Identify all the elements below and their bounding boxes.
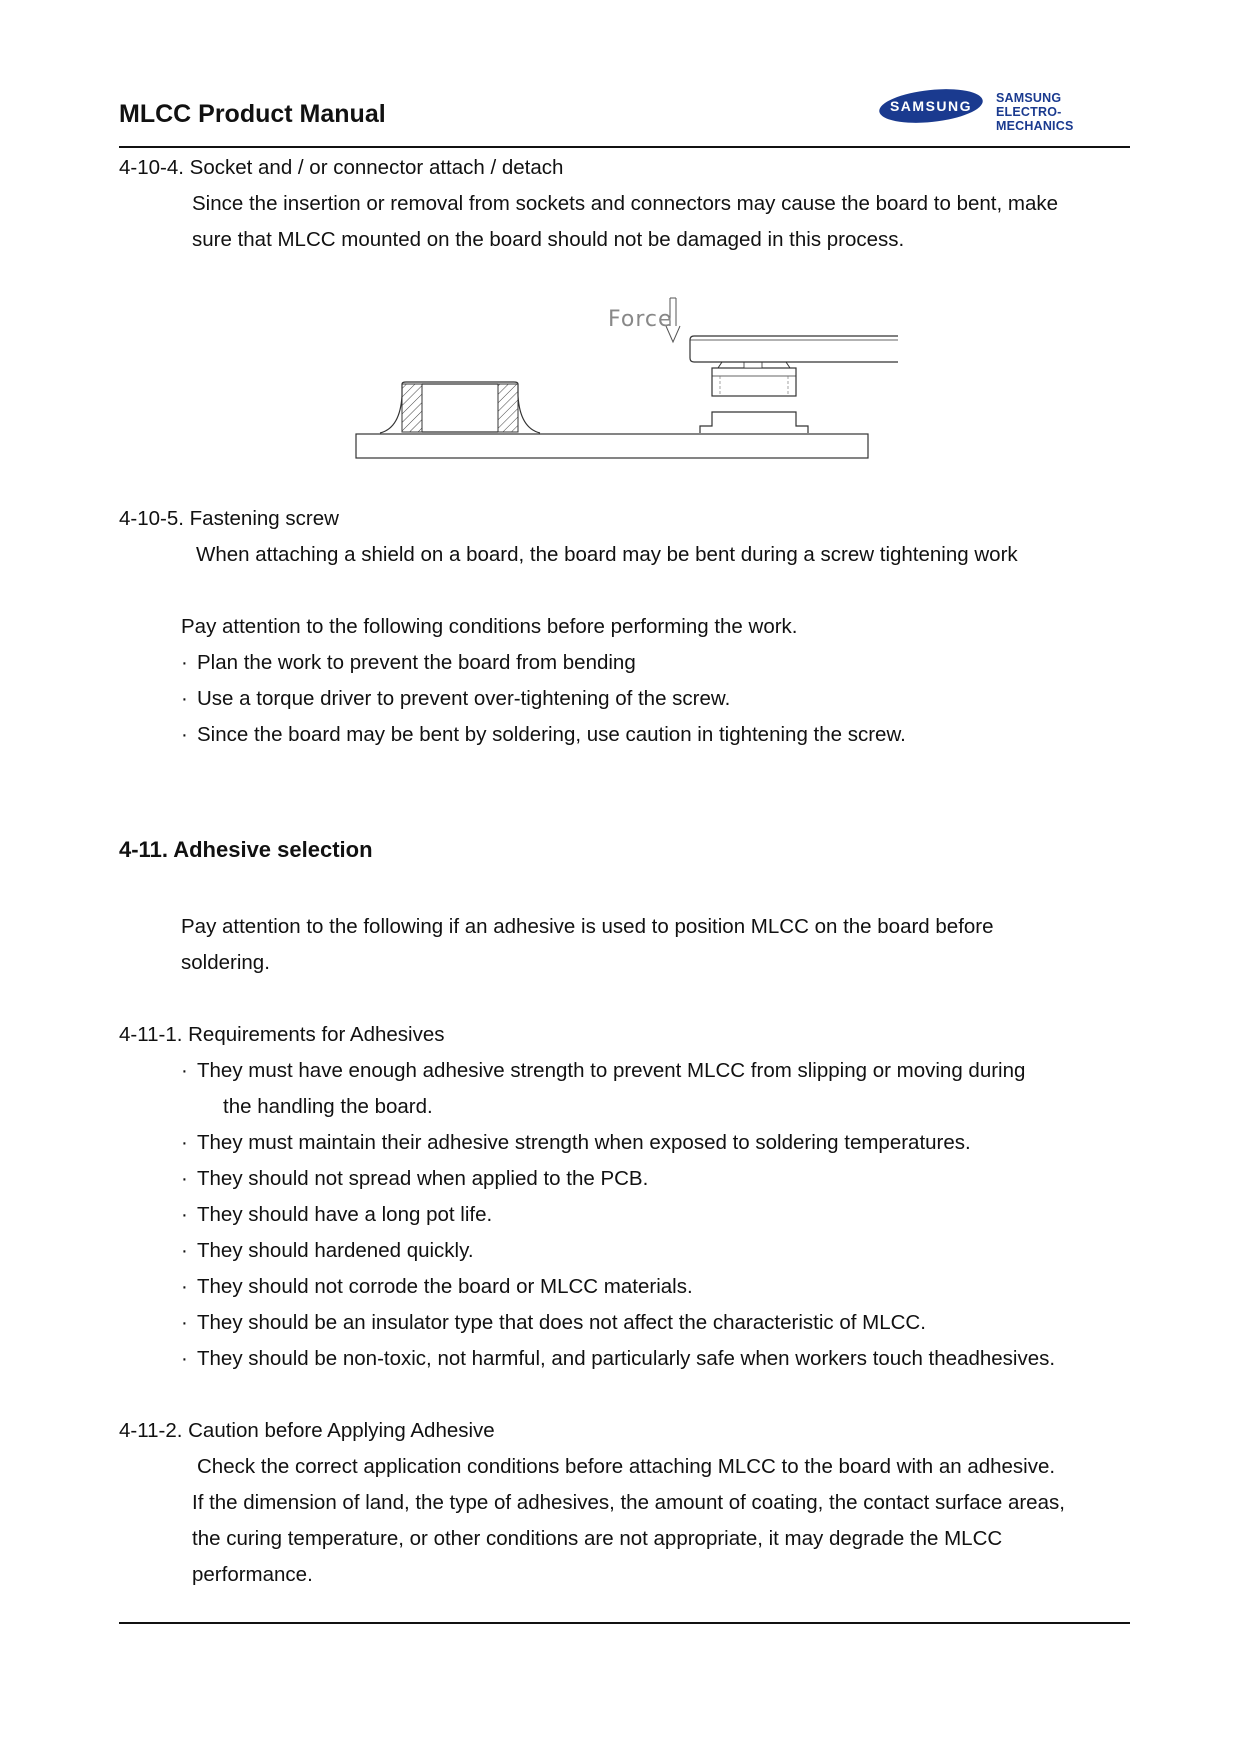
section-heading-4-11-2: 4-11-2. Caution before Applying Adhesive	[119, 1419, 495, 1442]
bullet-dot: ·	[181, 1347, 188, 1370]
list-item	[181, 1166, 648, 1192]
samsung-logo	[876, 86, 1132, 133]
list-item-text: Plan the work to prevent the board from bending	[197, 651, 636, 674]
section-heading-4-11-1: 4-11-1. Requirements for Adhesives	[119, 1023, 445, 1046]
list-item-text: They should hardened quickly.	[197, 1239, 474, 1262]
list-item-text: They should be non-toxic, not harmful, and particularly safe when workers touch theadhesives.	[197, 1347, 1056, 1370]
footer-rule	[119, 1622, 1130, 1624]
bullet-dot: ·	[181, 1131, 188, 1154]
connector-upper	[712, 362, 796, 396]
list-item-text: They should have a long pot life.	[197, 1203, 493, 1226]
bullet-dot: ·	[181, 1167, 188, 1190]
list-item	[181, 1310, 926, 1336]
company-name-line2: ELECTRO-MECHANICS	[996, 105, 1074, 133]
bullet-dot: ·	[181, 1275, 188, 1298]
bullet-dot: ·	[181, 723, 188, 746]
paragraph-line: the curing temperature, or other conditions are not appropriate, it may degrade the MLCC	[192, 1527, 1003, 1550]
header-rule	[119, 146, 1130, 148]
paragraph-line: performance.	[192, 1563, 313, 1586]
list-item	[181, 1058, 1025, 1084]
list-item-text: They must have enough adhesive strength to prevent MLCC from slipping or moving during	[197, 1059, 1026, 1082]
socket	[380, 382, 540, 433]
section-heading-4-11: 4-11. Adhesive selection	[119, 837, 373, 862]
paragraph-line: Pay attention to the following conditions before performing the work.	[181, 615, 798, 638]
logo-wordmark: SAMSUNG	[889, 98, 973, 114]
paragraph-line: Since the insertion or removal from sockets and connectors may cause the board to bent, make	[192, 192, 1058, 215]
paragraph-line: sure that MLCC mounted on the board should not be damaged in this process.	[192, 228, 905, 251]
paragraph-line: soldering.	[181, 951, 270, 974]
company-name-line1: SAMSUNG	[996, 91, 1062, 105]
connector-lower	[700, 412, 808, 433]
list-item-text: Use a torque driver to prevent over-tightening of the screw.	[197, 687, 731, 710]
bullet-dot: ·	[181, 1203, 188, 1226]
bullet-dot: ·	[181, 1239, 188, 1262]
list-item-text: They should not corrode the board or MLCC materials.	[197, 1275, 693, 1298]
page-title: MLCC Product Manual	[119, 100, 386, 128]
paragraph-line: Check the correct application conditions before attaching MLCC to the board with an adhesive.	[197, 1455, 1056, 1478]
section-heading-4-10-4: 4-10-4. Socket and / or connector attach / detach	[119, 156, 564, 179]
connector-force-diagram	[350, 296, 910, 466]
bullet-dot: ·	[181, 1311, 188, 1334]
pcb-board	[356, 434, 868, 458]
force-label: Force	[608, 307, 673, 332]
list-item	[181, 1238, 474, 1264]
list-item	[181, 1202, 492, 1228]
list-item	[181, 686, 730, 712]
list-item	[181, 1130, 971, 1156]
list-item-text: They should be an insulator type that does not affect the characteristic of MLCC.	[197, 1311, 926, 1334]
bullet-dot: ·	[181, 1059, 188, 1082]
list-item	[181, 1274, 693, 1300]
list-item	[181, 650, 636, 676]
list-item	[181, 1346, 1055, 1372]
list-item-text: They should not spread when applied to the PCB.	[197, 1167, 649, 1190]
list-item	[181, 722, 906, 748]
bullet-dot: ·	[181, 687, 188, 710]
company-name	[996, 91, 1132, 133]
samsung-ellipse-icon	[876, 86, 986, 126]
list-item-continuation: the handling the board.	[223, 1095, 433, 1118]
bullet-dot: ·	[181, 651, 188, 674]
section-heading-4-10-5: 4-10-5. Fastening screw	[119, 507, 339, 530]
list-item-text: They must maintain their adhesive strength when exposed to soldering temperatures.	[197, 1131, 971, 1154]
paragraph-line: If the dimension of land, the type of adhesives, the amount of coating, the contact surface areas,	[192, 1491, 1065, 1514]
list-item-text: Since the board may be bent by soldering, use caution in tightening the screw.	[197, 723, 906, 746]
paragraph-line: When attaching a shield on a board, the board may be bent during a screw tightening work	[196, 543, 1018, 566]
paragraph-line: Pay attention to the following if an adhesive is used to position MLCC on the board before	[181, 915, 994, 938]
